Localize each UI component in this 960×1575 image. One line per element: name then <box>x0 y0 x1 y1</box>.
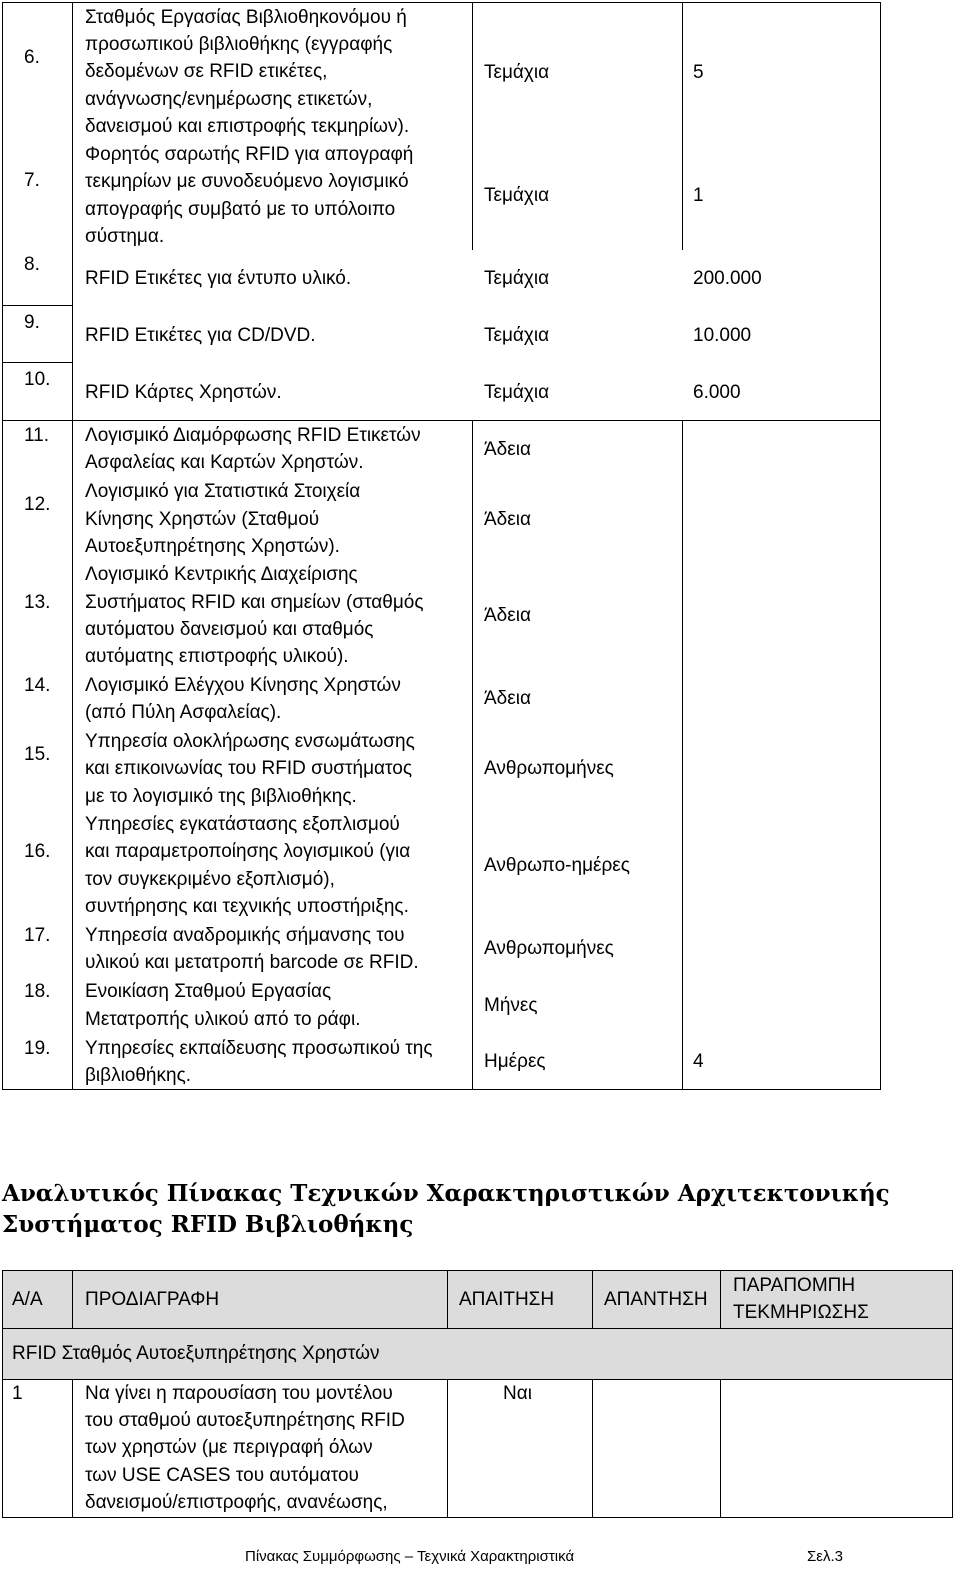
row-unit: Ημέρες <box>484 1051 546 1072</box>
row-description: συντήρησης και τεχνικής υποστήριξης. <box>85 896 409 917</box>
row-unit: Ανθρωπομήνες <box>484 938 614 959</box>
row-quantity: 5 <box>693 62 704 83</box>
row-quantity: 6.000 <box>693 382 741 403</box>
row-unit: Άδεια <box>484 605 531 626</box>
column-header-aa: Α/Α <box>12 1289 43 1310</box>
row-unit: Μήνες <box>484 995 538 1016</box>
row-description: Κίνησης Χρηστών (Σταθμού <box>85 509 320 530</box>
row-description: Υπηρεσίες εκπαίδευσης προσωπικού της <box>85 1038 433 1059</box>
row-description: Μετατροπής υλικού από το ράφι. <box>85 1009 361 1030</box>
row-description: προσωπικού βιβλιοθήκης (εγγραφής <box>85 34 393 55</box>
column-header-answer: ΑΠΑΝΤΗΣΗ <box>604 1289 708 1310</box>
compliance-row-requirement: Ναι <box>503 1383 532 1404</box>
compliance-row-spec: δανεισμού/επιστροφής, ανανέωσης, <box>85 1492 388 1513</box>
compliance-row-spec: των χρηστών (με περιγραφή όλων <box>85 1437 373 1458</box>
row-number: 11. <box>24 425 50 446</box>
footer-page-number: Σελ.3 <box>807 1548 843 1565</box>
row-unit: Άδεια <box>484 509 531 530</box>
row-description: RFID Ετικέτες για CD/DVD. <box>85 325 316 346</box>
row-description: δανεισμού και επιστροφής τεκμηρίων). <box>85 116 410 137</box>
column-header-spec: ΠΡΟΔΙΑΓΡΑΦΗ <box>85 1289 220 1310</box>
row-description: Λογισμικό Διαμόρφωσης RFID Ετικετών <box>85 425 421 446</box>
row-description: και επικοινωνίας του RFID συστήματος <box>85 758 412 779</box>
column-header-requirement: ΑΠΑΙΤΗΣΗ <box>459 1289 555 1310</box>
row-description: Ασφαλείας και Καρτών Χρηστών. <box>85 452 364 473</box>
row-description: Υπηρεσία ολοκλήρωσης ενσωμάτωσης <box>85 731 415 752</box>
row-number: 16. <box>24 841 51 862</box>
row-number: 14. <box>24 675 51 696</box>
row-description: αυτόματου δανεισμού και σταθμός <box>85 619 374 640</box>
row-number: 17. <box>24 925 51 946</box>
section-heading-line: Αναλυτικός Πίνακας Τεχνικών Χαρακτηριστικών Αρχιτεκτονικής <box>2 1180 890 1207</box>
row-description: σύστημα. <box>85 226 165 247</box>
row-description: Σταθμός Εργασίας Βιβλιοθηκονόμου ή <box>85 7 407 28</box>
row-unit: Τεμάχια <box>484 185 550 206</box>
row-number: 7. <box>24 170 40 191</box>
row-description: αυτόματης επιστροφής υλικού). <box>85 646 349 667</box>
row-description: RFID Κάρτες Χρηστών. <box>85 382 282 403</box>
row-description: υλικού και μετατροπή barcode σε RFID. <box>85 952 419 973</box>
row-description: και παραμετροποίησης λογισμικού (για <box>85 841 411 862</box>
row-unit: Τεμάχια <box>484 268 550 289</box>
compliance-row-spec: του σταθμού αυτοεξυπηρέτησης RFID <box>85 1410 405 1431</box>
row-number: 8. <box>24 254 40 275</box>
row-description: Υπηρεσίες εγκατάστασης εξοπλισμού <box>85 814 400 835</box>
row-number: 10. <box>24 369 51 390</box>
row-number: 18. <box>24 981 51 1002</box>
compliance-row-spec: Να γίνει η παρουσίαση του μοντέλου <box>85 1383 393 1404</box>
row-description: Λογισμικό για Στατιστικά Στοιχεία <box>85 481 361 502</box>
section-heading <box>2 1178 890 1240</box>
row-description: δεδομένων σε RFID ετικέτες, <box>85 61 328 82</box>
row-description: RFID Ετικέτες για έντυπο υλικό. <box>85 268 352 289</box>
row-quantity: 10.000 <box>693 325 752 346</box>
row-description: Ενοικίαση Σταθμού Εργασίας <box>85 981 332 1002</box>
row-unit: Τεμάχια <box>484 325 550 346</box>
compliance-row-number: 1 <box>12 1383 23 1404</box>
row-description: απογραφής συμβατό με το υπόλοιπο <box>85 199 396 220</box>
row-description: Λογισμικό Ελέγχου Κίνησης Χρηστών <box>85 675 401 696</box>
row-number: 9. <box>24 312 40 333</box>
row-number: 15. <box>24 744 51 765</box>
row-description: Φορητός σαρωτής RFID για απογραφή <box>85 144 414 165</box>
row-description: (από Πύλη Ασφαλείας). <box>85 702 282 723</box>
row-description: Υπηρεσία αναδρομικής σήμανσης του <box>85 925 405 946</box>
row-description: τον συγκεκριμένο εξοπλισμό), <box>85 869 335 890</box>
footer-title: Πίνακας Συμμόρφωσης – Τεχνικά Χαρακτηριστικά <box>245 1548 575 1565</box>
row-unit: Ανθρωπομήνες <box>484 758 614 779</box>
row-quantity: 200.000 <box>693 268 762 289</box>
row-description: Αυτοεξυπηρέτησης Χρηστών). <box>85 536 340 557</box>
column-header-reference: ΠΑΡΑΠΟΜΠΗ <box>733 1275 856 1296</box>
row-quantity: 4 <box>693 1051 704 1072</box>
row-description: τεκμηρίων με συνοδευόμενο λογισμικό <box>85 171 409 192</box>
row-unit: Ανθρωπο-ημέρες <box>484 855 630 876</box>
section-row-label: RFID Σταθμός Αυτοεξυπηρέτησης Χρηστών <box>12 1343 380 1364</box>
column-header-reference: ΤΕΚΜΗΡΙΩΣΗΣ <box>733 1302 869 1323</box>
row-quantity: 1 <box>693 185 704 206</box>
row-number: 12. <box>24 494 51 515</box>
row-unit: Τεμάχια <box>484 382 550 403</box>
row-description: ανάγνωσης/ενημέρωσης ετικετών, <box>85 89 373 110</box>
row-number: 13. <box>24 592 51 613</box>
row-unit: Άδεια <box>484 439 531 460</box>
row-description: με το λογισμικό της βιβλιοθήκης. <box>85 786 357 807</box>
row-number: 6. <box>24 47 40 68</box>
row-unit: Άδεια <box>484 688 531 709</box>
section-heading-line: Συστήματος RFID Βιβλιοθήκης <box>2 1211 414 1238</box>
row-unit: Τεμάχια <box>484 62 550 83</box>
compliance-row-spec: των USE CASES του αυτόματου <box>85 1465 359 1486</box>
row-description: Λογισμικό Κεντρικής Διαχείρισης <box>85 564 358 585</box>
row-description: βιβλιοθήκης. <box>85 1065 192 1086</box>
row-number: 19. <box>24 1038 51 1059</box>
row-description: Συστήματος RFID και σημείων (σταθμός <box>85 592 424 613</box>
